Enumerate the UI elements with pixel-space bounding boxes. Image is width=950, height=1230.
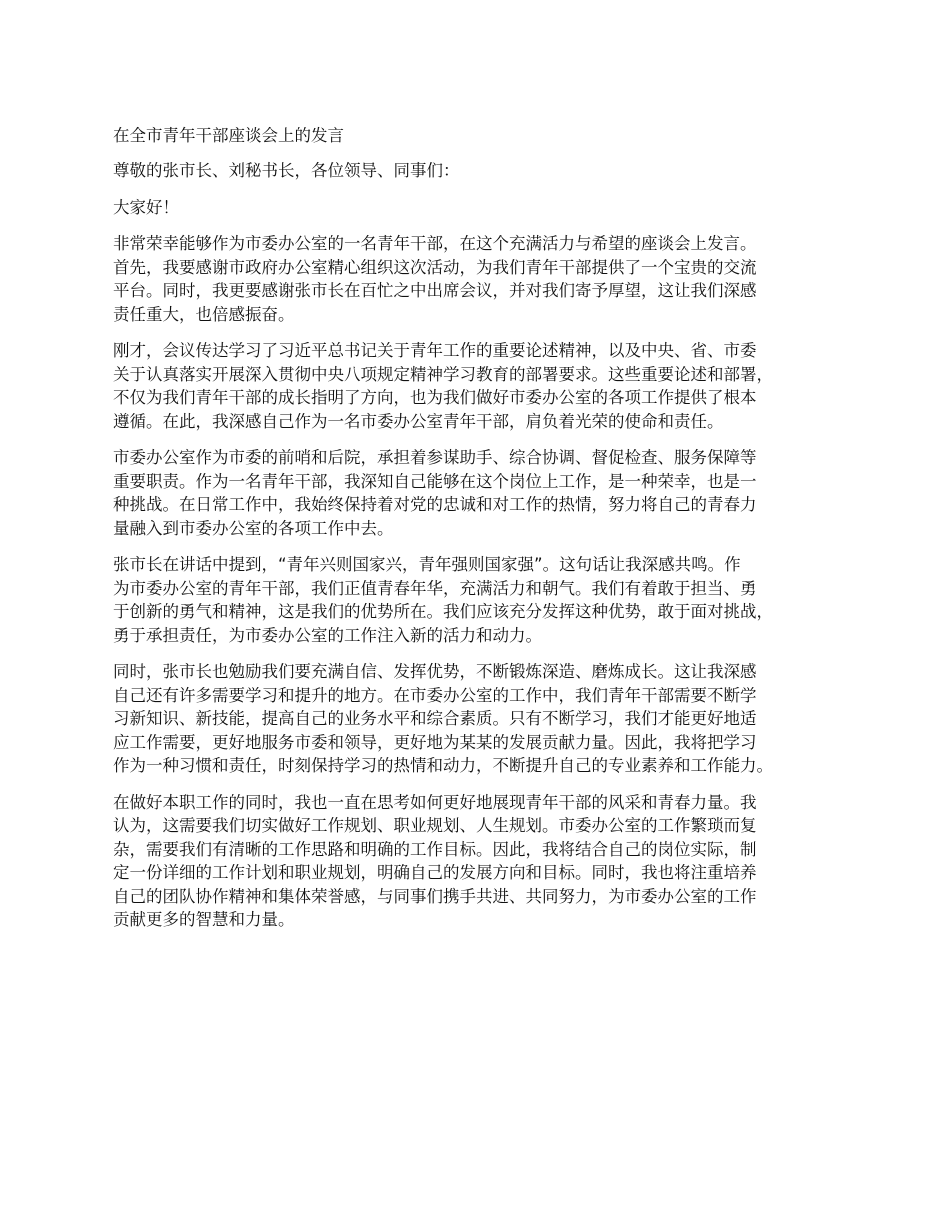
- paragraph: [113, 232, 858, 326]
- text-line: 不仅为我们青年干部的成长指明了方向，也为我们做好市委办公室的各项工作提供了根本: [113, 388, 757, 407]
- paragraph: [113, 660, 858, 778]
- text-line: 贡献更多的智慧和力量。: [113, 910, 295, 929]
- text-line: 杂，需要我们有清晰的工作思路和明确的工作目标。因此，我将结合自己的岗位实际，制: [113, 839, 757, 859]
- text-line: 平台。同时，我更要感谢张市长在百忙之中出席会议，并对我们寄予厚望，这让我们深感: [113, 281, 757, 300]
- paragraph: [113, 446, 858, 540]
- text-line: 责任重大，也倍感振奋。: [113, 304, 295, 324]
- text-line: 重要职责。作为一名青年干部，我深知自己能够在这个岗位上工作，是一种荣幸，也是一: [113, 471, 757, 491]
- text-line: 大家好！: [113, 197, 179, 217]
- document-title: 在全市青年干部座谈会上的发言: [113, 126, 344, 145]
- text-line: 关于认真落实开展深入贯彻中央八项规定精神学习教育的部署要求。这些重要论述和部署，: [113, 364, 773, 384]
- text-line: 在做好本职工作的同时，我也一直在思考如何更好地展现青年干部的风采和青春力量。我: [113, 792, 757, 812]
- paragraph: [113, 339, 858, 433]
- text-line: 习新知识、新技能，提高自己的业务水平和综合素质。只有不断学习，我们才能更好地适: [113, 709, 757, 728]
- text-line: 自己还有许多需要学习和提升的地方。在市委办公室的工作中，我们青年干部需要不断学: [113, 685, 757, 705]
- text-line: 应工作需要，更好地服务市委和领导，更好地为某某的发展贡献力量。因此，我将把学习: [113, 732, 757, 752]
- paragraph: [113, 553, 858, 647]
- paragraph: [113, 791, 858, 932]
- text-line: 量融入到市委办公室的各项工作中去。: [113, 518, 394, 538]
- paragraph-list: [113, 159, 858, 932]
- text-line: 张市长在讲话中提到，“青年兴则国家兴，青年强则国家强”。这句话让我深感共鸣。作: [113, 555, 741, 574]
- text-line: 尊敬的张市长、刘秘书长，各位领导、同事们：: [113, 161, 460, 180]
- text-line: 刚才，会议传达学习了习近平总书记关于青年工作的重要论述精神，以及中央、省、市委: [113, 341, 757, 360]
- text-line: 定一份详细的工作计划和职业规划，明确自己的发展方向和目标。同时，我也将注重培养: [113, 863, 757, 882]
- document-body: [113, 124, 858, 945]
- text-line: 认为，这需要我们切实做好工作规划、职业规划、人生规划。市委办公室的工作繁琐而复: [113, 816, 757, 835]
- text-line: 作为一种习惯和责任，时刻保持学习的热情和动力，不断提升自己的专业素养和工作能力。: [113, 756, 773, 775]
- greeting: [113, 196, 858, 220]
- text-line: 为市委办公室的青年干部，我们正值青春年华，充满活力和朝气。我们有着敢于担当、勇: [113, 578, 757, 598]
- text-line: 勇于承担责任，为市委办公室的工作注入新的活力和动力。: [113, 625, 542, 645]
- text-line: 遵循。在此，我深感自己作为一名市委办公室青年干部，肩负着光荣的使命和责任。: [113, 411, 724, 431]
- text-line: 同时，张市长也勉励我们要充满自信、发挥优势，不断锻炼深造、磨炼成长。这让我深感: [113, 662, 757, 681]
- text-line: 种挑战。在日常工作中，我始终保持着对党的忠诚和对工作的热情，努力将自己的青春力: [113, 495, 757, 514]
- text-line: 市委办公室作为市委的前哨和后院，承担着参谋助手、综合协调、督促检查、服务保障等: [113, 448, 757, 467]
- text-line: 非常荣幸能够作为市委办公室的一名青年干部，在这个充满活力与希望的座谈会上发言。: [113, 234, 757, 253]
- salutation: [113, 159, 858, 183]
- text-line: 自己的团队协作精神和集体荣誉感，与同事们携手共进、共同努力，为市委办公室的工作: [113, 886, 757, 906]
- text-line: 于创新的勇气和精神，这是我们的优势所在。我们应该充分发挥这种优势，敢于面对挑战，: [113, 602, 773, 621]
- text-line: 首先，我要感谢市政府办公室精心组织这次活动，为我们青年干部提供了一个宝贵的交流: [113, 257, 757, 277]
